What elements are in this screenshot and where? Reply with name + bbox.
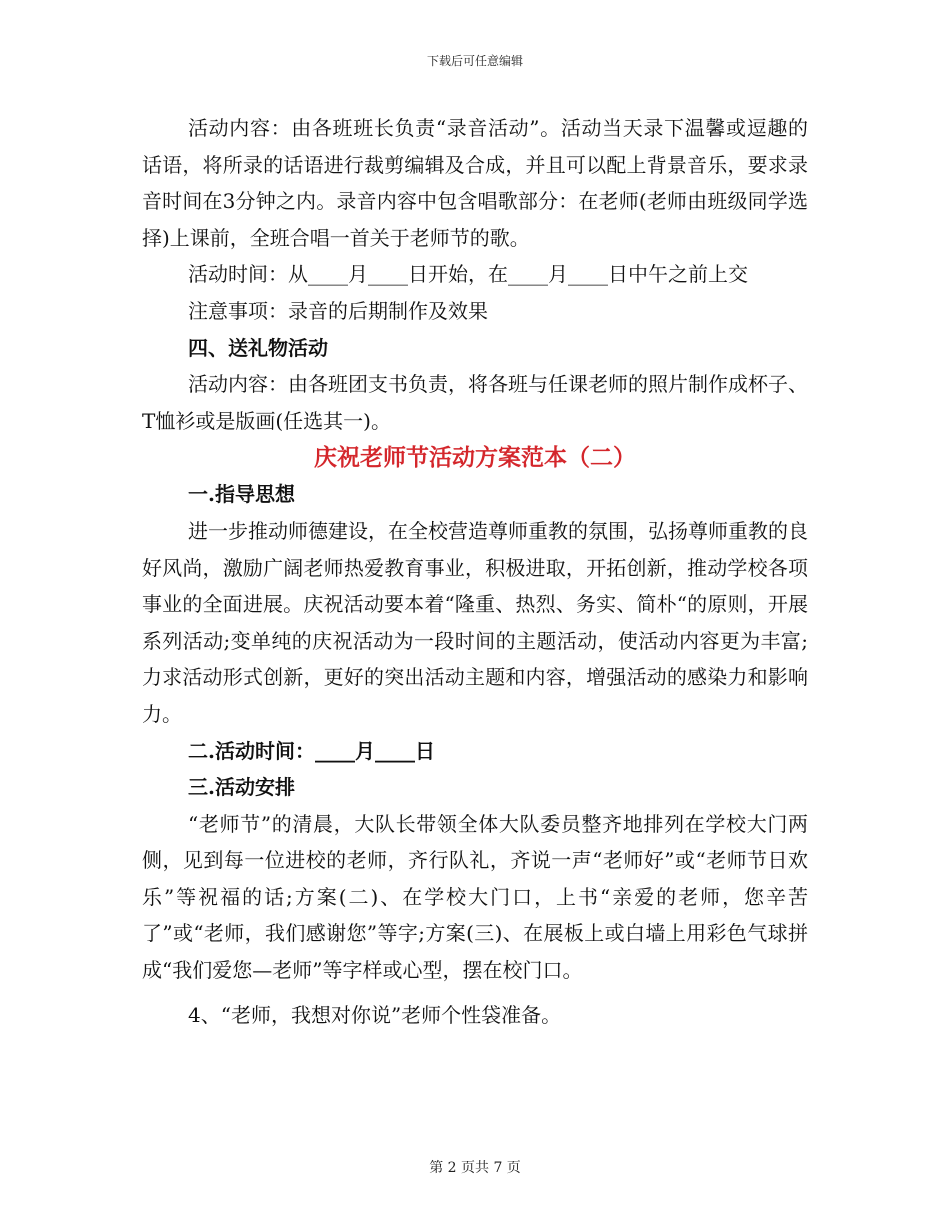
page-footer: 第 2 页共 7 页	[429, 1160, 521, 1176]
page-header: 下载后可任意编辑	[426, 54, 523, 68]
section-heading-guide: 一.指导思想	[188, 482, 295, 507]
document-body	[142, 110, 808, 1033]
section-heading-gift: 四、送礼物活动	[188, 335, 328, 360]
section-heading-arrange: 三.活动安排	[188, 775, 295, 800]
item-4-line: 4、“老师，我想对你说”老师个性袋准备。	[188, 1002, 562, 1027]
guide-paragraph: 进一步推动师德建设，在全校营造尊师重教的氛围，弘扬尊师重教的良好风尚，激励广阔老师热爱教育事业，积极进取，开拓创新，推动学校各项事业的全面进展。庆祝活动要本着“隆重、热烈、务实、简朴“的原则，开展系列活动;变单纯的庆祝活动为一段时间的主题活动，使活动内容更为丰富;力求活动形式创新，更好的突出活动主题和内容，增强活动的感染力和影响力。	[142, 518, 808, 726]
gift-content-paragraph: 活动内容：由各班团支书负责，将各班与任课老师的照片制作成杯子、T恤衫或是版画(任选其一)。	[142, 372, 808, 433]
document-title: 庆祝老师节活动方案范本（二）	[314, 444, 636, 472]
activity-content-paragraph: 活动内容：由各班班长负责“录音活动”。活动当天录下温馨或逗趣的话语，将所录的话语进行裁剪编辑及合成，并且可以配上背景音乐，要求录音时间在3分钟之内。录音内容中包含唱歌部分：在老师(老师由班级同学选择)上课前，全班合唱一首关于老师节的歌。	[142, 116, 808, 250]
arrange-paragraph: “老师节”的清晨，大队长带领全体大队委员整齐地排列在学校大门两侧，见到每一位进校的老师，齐行队礼，齐说一声“老师好”或“老师节日欢乐”等祝福的话;方案(二)、在学校大门口，上书“亲爱的老师，您辛苦了”或“老师，我们感谢您”等字;方案(三)、在展板上或白墙上用彩色气球拼成“我们爱您—老师”等字样或心型，摆在校门口。	[142, 811, 808, 983]
activity-time-line: 活动时间：从____月____日开始，在____月____日中午之前上交	[188, 262, 748, 287]
notes-line: 注意事项：录音的后期制作及效果	[188, 298, 488, 323]
section-heading-time: 二.活动时间：____月____日	[188, 738, 435, 763]
